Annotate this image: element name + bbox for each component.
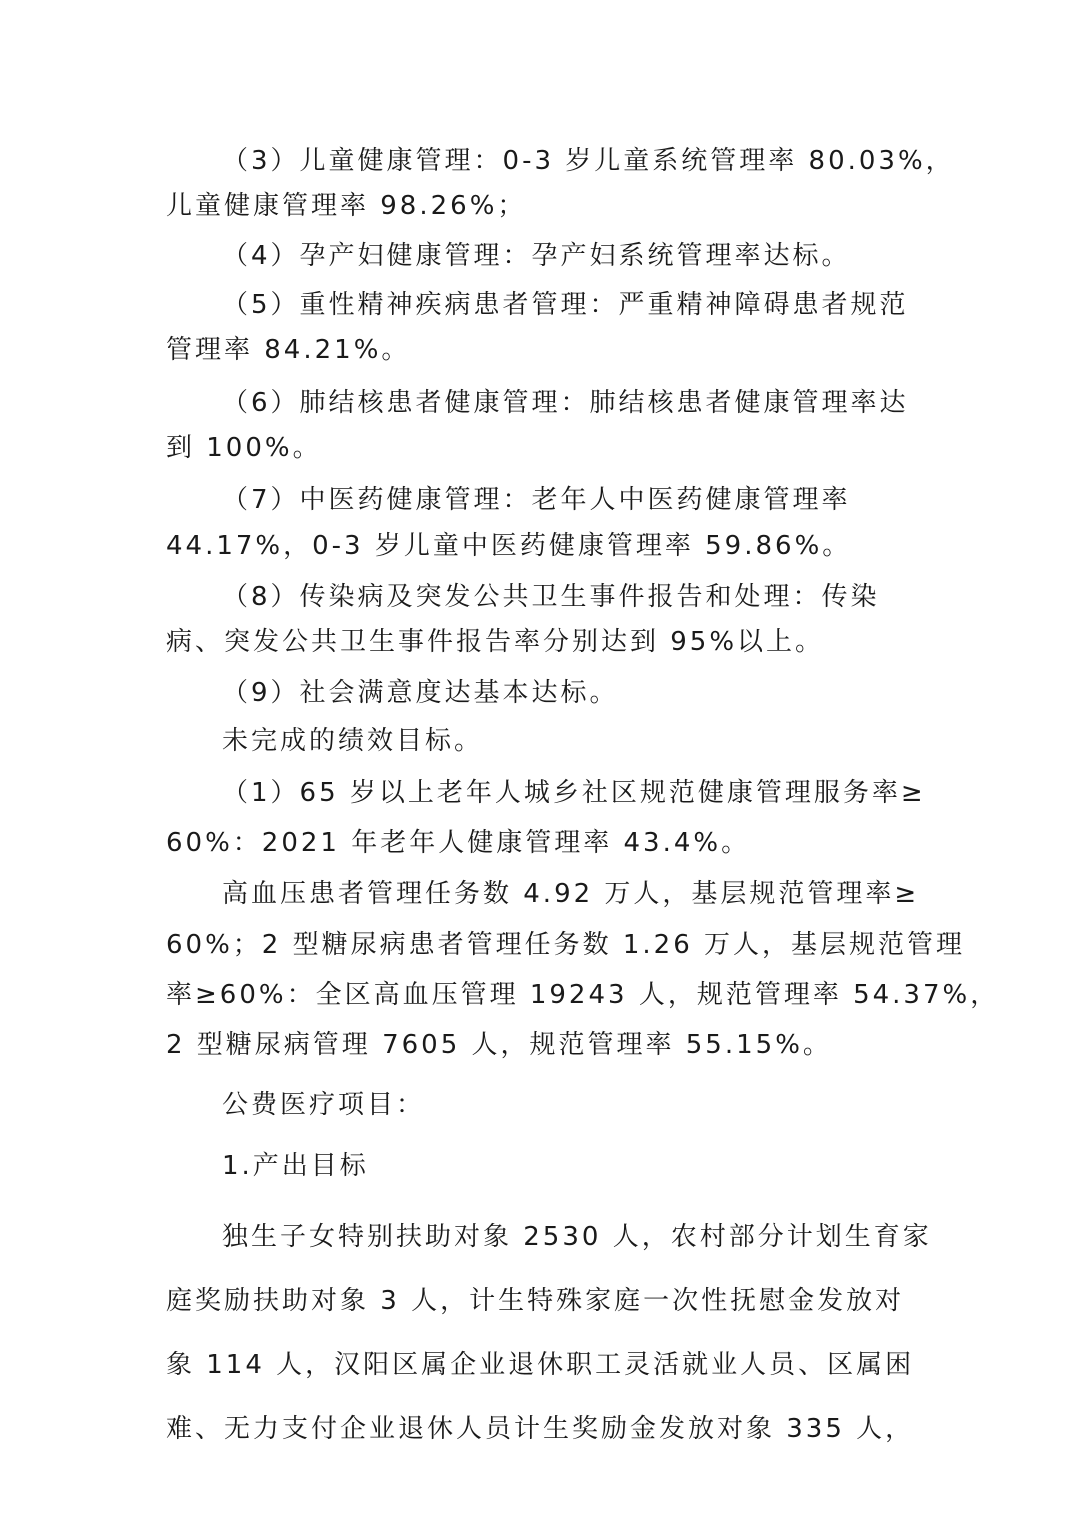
para-line-16: 高血压患者管理任务数 4.92 万人，基层规范管理率≥ bbox=[222, 879, 920, 909]
para-line-13: 未完成的绩效目标。 bbox=[222, 726, 484, 756]
para-line-20: 公费医疗项目： bbox=[222, 1090, 426, 1120]
para-line-24: 象 114 人，汉阳区属企业退休职工灵活就业人员、区属困 bbox=[166, 1350, 915, 1380]
para-line-15: 60%：2021 年老年人健康管理率 43.4%。 bbox=[166, 828, 751, 858]
para-line-19: 2 型糖尿病管理 7605 人，规范管理率 55.15%。 bbox=[166, 1030, 832, 1060]
para-line-14: （1）65 岁以上老年人城乡社区规范健康管理服务率≥ bbox=[222, 778, 926, 808]
para-line-6: （6）肺结核患者健康管理：肺结核患者健康管理率达 bbox=[222, 388, 909, 418]
para-line-25: 难、无力支付企业退休人员计生奖励金发放对象 335 人， bbox=[166, 1414, 915, 1444]
para-line-23: 庭奖励扶助对象 3 人，计生特殊家庭一次性抚慰金发放对 bbox=[166, 1286, 905, 1316]
para-line-7: 到 100%。 bbox=[166, 433, 322, 463]
para-line-17: 60%；2 型糖尿病患者管理任务数 1.26 万人，基层规范管理 bbox=[166, 930, 966, 960]
para-line-11: 病、突发公共卫生事件报告率分别达到 95%以上。 bbox=[166, 627, 825, 657]
para-line-18: 率≥60%：全区高血压管理 19243 人，规范管理率 54.37%， bbox=[166, 980, 1000, 1010]
para-line-1: （3）儿童健康管理：0-3 岁儿童系统管理率 80.03%， bbox=[222, 146, 955, 176]
para-line-10: （8）传染病及突发公共卫生事件报告和处理：传染 bbox=[222, 582, 880, 612]
para-line-3: （4）孕产妇健康管理：孕产妇系统管理率达标。 bbox=[222, 241, 851, 271]
para-line-22: 独生子女特别扶助对象 2530 人，农村部分计划生育家 bbox=[222, 1222, 932, 1252]
para-line-4: （5）重性精神疾病患者管理：严重精神障碍患者规范 bbox=[222, 290, 909, 320]
para-line-12: （9）社会满意度达基本达标。 bbox=[222, 678, 619, 708]
para-line-8: （7）中医药健康管理：老年人中医药健康管理率 bbox=[222, 485, 851, 515]
para-line-2: 儿童健康管理率 98.26%； bbox=[166, 191, 527, 221]
para-line-9: 44.17%，0-3 岁儿童中医药健康管理率 59.86%。 bbox=[166, 531, 852, 561]
para-line-21: 1.产出目标 bbox=[222, 1151, 369, 1181]
para-line-5: 管理率 84.21%。 bbox=[166, 335, 411, 365]
